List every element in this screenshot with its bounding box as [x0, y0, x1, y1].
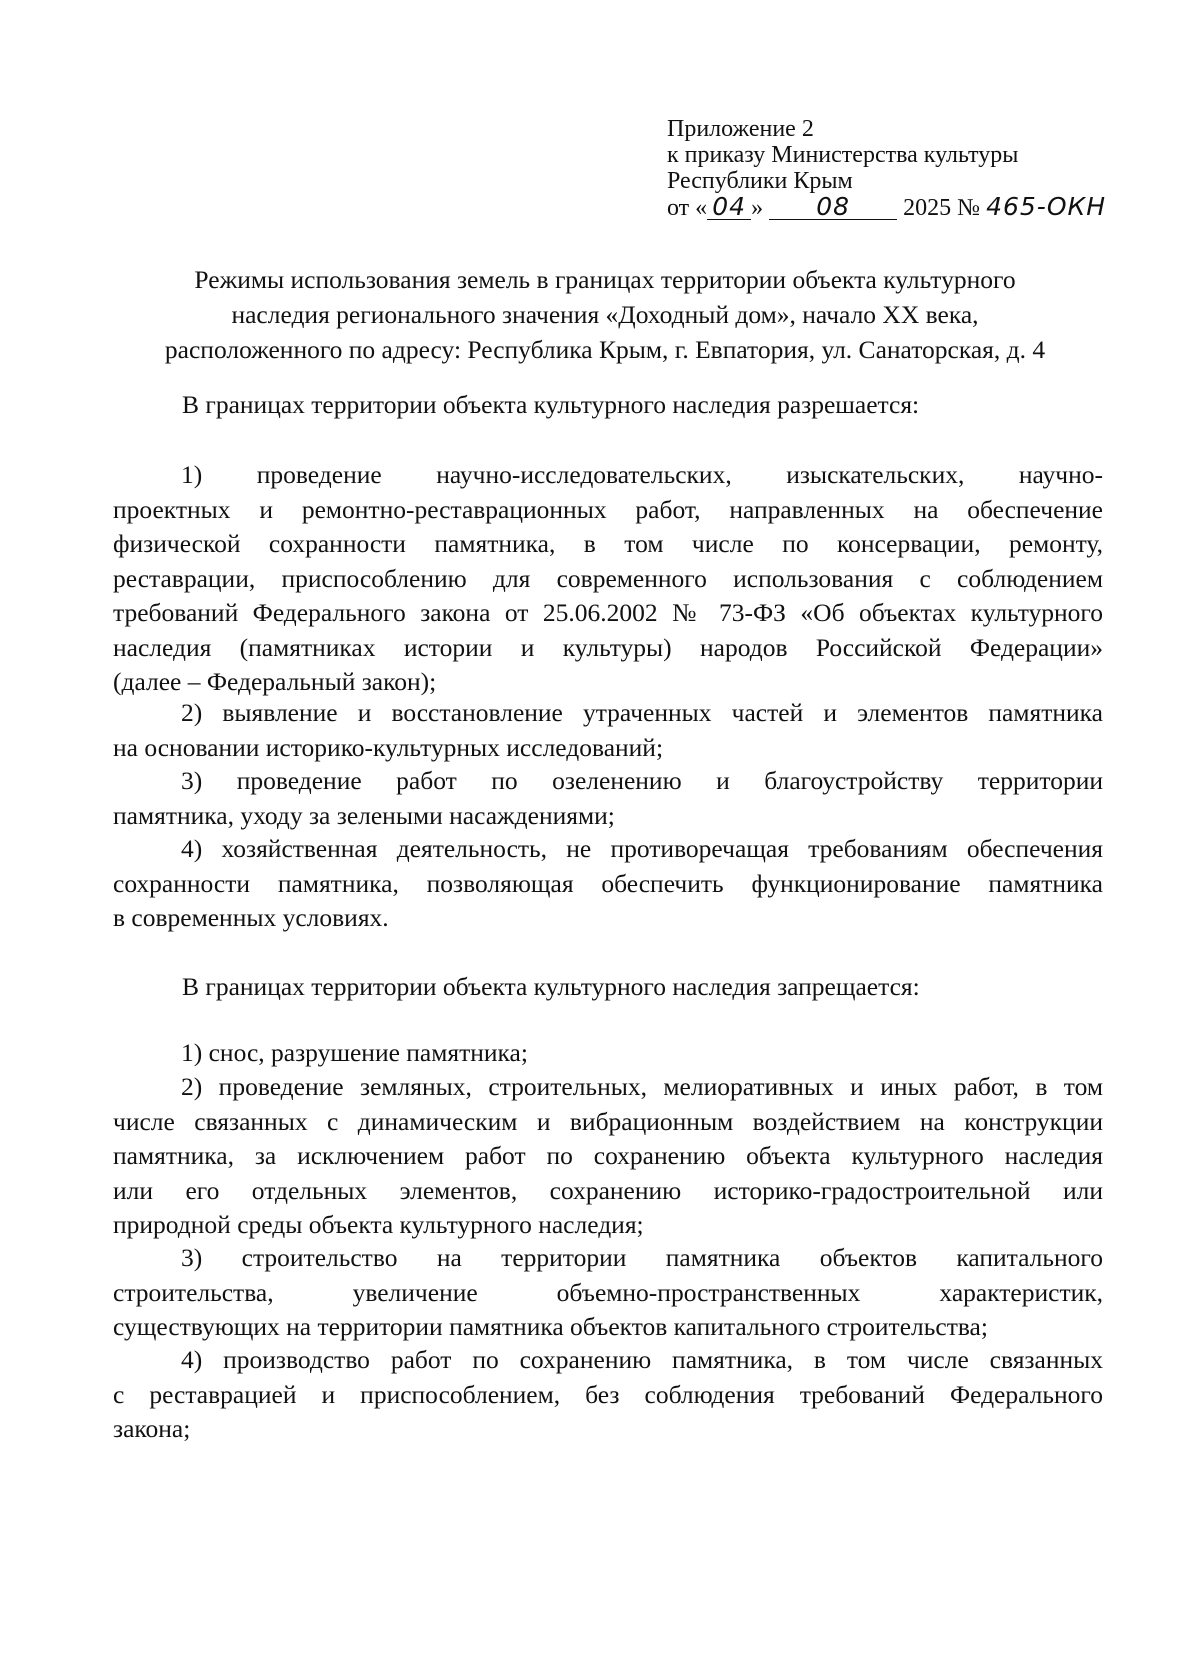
allowed-item-1 — [113, 458, 1103, 700]
text-line: 2) выявление и восстановление утраченных частей и элементов памятника — [181, 698, 1103, 727]
text-line: в современных условиях. — [113, 903, 389, 932]
forbidden-item-3 — [113, 1241, 1103, 1345]
date-day: 04 — [712, 192, 747, 221]
allowed-item-2 — [113, 696, 1103, 765]
text-line: или его отдельных элементов, сохранению историко-градостроительной или — [113, 1175, 1103, 1205]
text-line: наследия (памятниках истории и культуры) народов Российской Федерации» — [113, 632, 1103, 662]
appendix-label: Приложение 2 — [667, 116, 814, 142]
republic-name: Республики Крым — [667, 168, 853, 194]
text-line: 1) снос, разрушение памятника; — [181, 1038, 528, 1067]
text-line: проектных и ремонтно-реставрационных работ, направленных на обеспечение — [113, 494, 1103, 524]
title-line-2: наследия регионального значения «Доходный дом», начало XX века, — [231, 300, 979, 329]
allowed-heading: В границах территории объекта культурного наследия разрешается: — [182, 390, 920, 419]
forbidden-item-1 — [113, 1036, 1103, 1071]
forbidden-item-4 — [113, 1343, 1103, 1447]
text-line: природной среды объекта культурного наследия; — [113, 1210, 644, 1239]
text-line: памятника, уходу за зелеными насаждениями; — [113, 800, 615, 830]
forbidden-heading: В границах территории объекта культурного наследия запрещается: — [182, 972, 920, 1001]
text-line: 4) производство работ по сохранению памятника, в том числе связанных — [181, 1345, 1103, 1374]
allowed-item-3 — [113, 764, 1103, 833]
title-line-1: Режимы использования земель в границах территории объекта культурного — [194, 265, 1016, 294]
text-line: сохранности памятника, позволяющая обеспечить функционирование памятника — [113, 868, 1103, 898]
text-line: 3) строительство на территории памятника объектов капитального — [181, 1243, 1103, 1272]
text-line: памятника, за исключением работ по сохранению объекта культурного наследия — [113, 1141, 1103, 1170]
text-line: с реставрацией и приспособлением, без соблюдения требований Федерального — [113, 1379, 1103, 1409]
allowed-item-4 — [113, 832, 1103, 936]
document-title — [110, 262, 1100, 367]
date-month: 08 — [816, 192, 851, 221]
text-line: 1) проведение научно-исследовательских, изыскательских, научно- — [181, 460, 1103, 489]
text-line: числе связанных с динамическим и вибрационным воздействием на конструкции — [113, 1106, 1103, 1136]
text-line: 3) проведение работ по озеленению и благоустройству территории — [181, 766, 1103, 795]
forbidden-item-2 — [113, 1070, 1103, 1243]
text-line: (далее – Федеральный закон); — [113, 667, 437, 696]
text-line: закона; — [113, 1414, 191, 1443]
order-number: 465-ОКН — [986, 192, 1107, 221]
date-prefix: от « — [667, 195, 708, 221]
title-line-3: расположенного по адресу: Республика Крым, г. Евпатория, ул. Санаторская, д. 4 — [164, 335, 1046, 364]
text-line: на основании историко-культурных исследований; — [113, 732, 664, 762]
text-line: 4) хозяйственная деятельность, не противоречащая требованиям обеспечения — [181, 834, 1103, 863]
text-line: реставрации, приспособлению для современного использования с соблюдением — [113, 563, 1103, 593]
order-date-line — [667, 194, 1147, 221]
date-mid: » — [751, 195, 764, 221]
text-line: 2) проведение земляных, строительных, мелиоративных и иных работ, в том — [181, 1072, 1103, 1101]
appendix-header — [667, 116, 1147, 221]
text-line: требований Федерального закона от 25.06.2002 № 73-ФЗ «Об объектах культурного — [113, 598, 1103, 627]
text-line: существующих на территории памятника объектов капитального строительства; — [113, 1312, 988, 1341]
text-line: физической сохранности памятника, в том числе по консервации, ремонту, — [113, 529, 1103, 558]
order-reference: к приказу Министерства культуры — [667, 142, 1019, 168]
date-year: 2025 № — [903, 195, 981, 221]
text-line: строительства, увеличение объемно-пространственных характеристик, — [113, 1277, 1103, 1307]
